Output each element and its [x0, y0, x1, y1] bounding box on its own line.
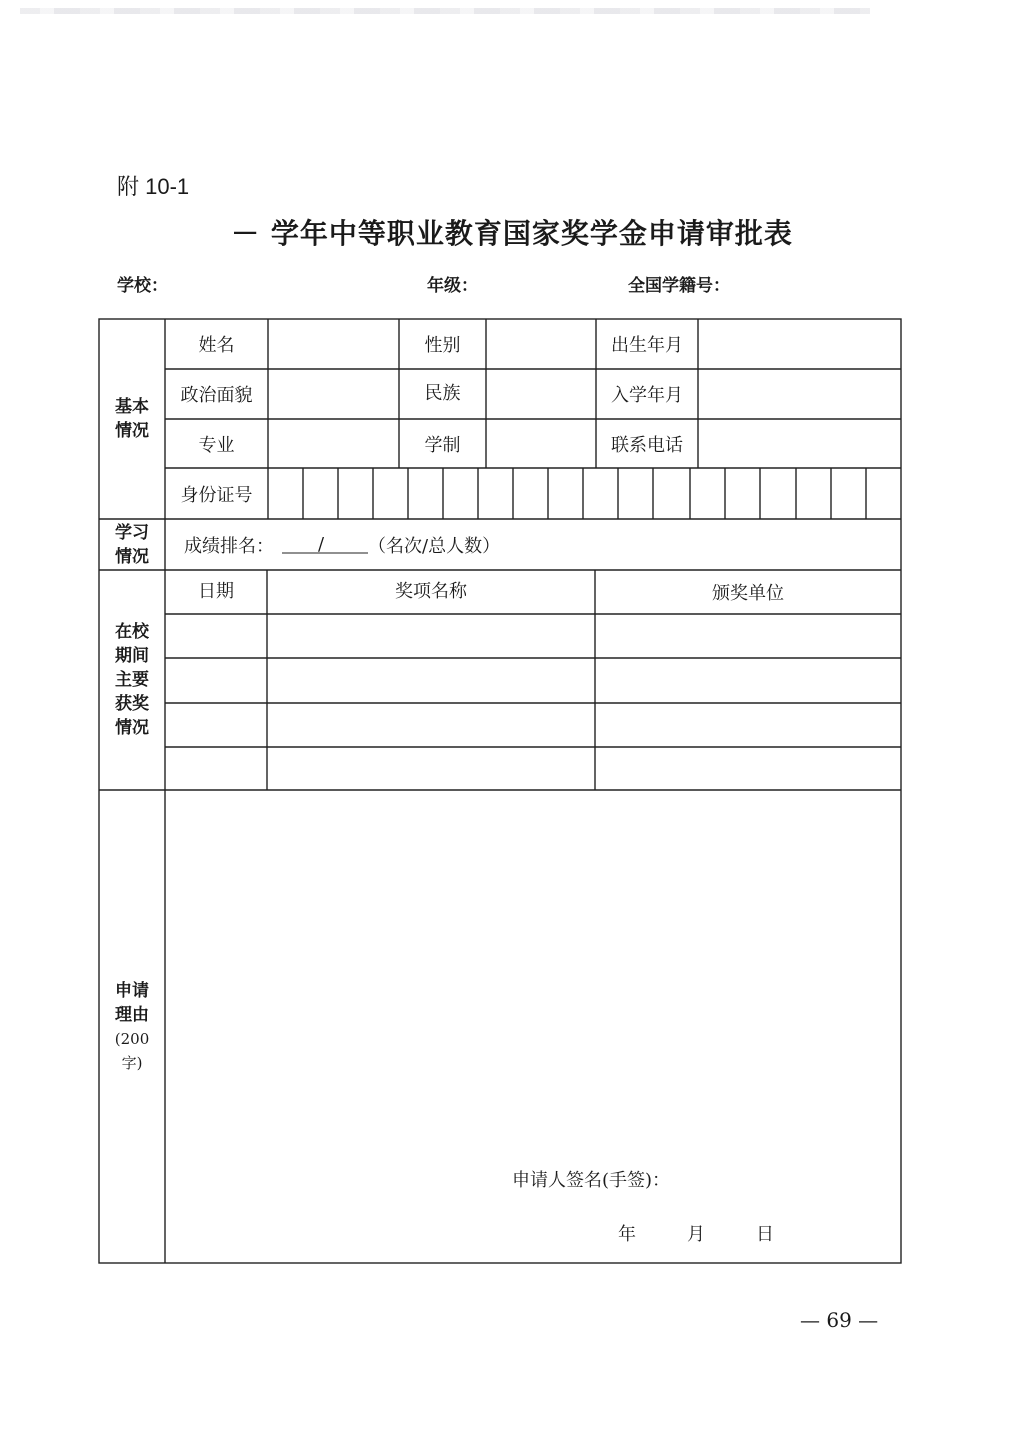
awards-col-date: 日期 [198, 581, 234, 602]
major-input[interactable] [268, 419, 399, 468]
section-study-line1: 学习 [115, 522, 149, 543]
rank-note: （名次/总人数） [368, 535, 501, 557]
enroll-input[interactable] [698, 369, 901, 419]
page-number: — 69 — [800, 1308, 879, 1332]
phone-input[interactable] [698, 419, 901, 468]
label-schooling: 学制 [424, 434, 461, 456]
section-awards-line4: 获奖 [115, 694, 149, 714]
section-awards-line5: 情况 [115, 718, 149, 738]
label-phone: 联系电话 [611, 434, 683, 456]
annex-label: 附 10-1 [117, 174, 190, 199]
awards-col-name: 奖项名称 [395, 581, 467, 602]
section-reason-note2: 字) [121, 1053, 143, 1072]
label-enroll: 入学年月 [611, 385, 683, 406]
rank-label: 成绩排名： [184, 535, 274, 557]
section-awards-line1: 在校 [115, 622, 149, 642]
name-input[interactable] [268, 319, 399, 369]
ethnic-input[interactable] [486, 369, 596, 419]
rank-input[interactable]: / [317, 534, 325, 555]
section-reason-line2: 理由 [115, 1004, 149, 1025]
label-birth: 出生年月 [611, 335, 683, 356]
section-awards [99, 570, 165, 790]
political-input[interactable] [268, 369, 399, 419]
section-study [99, 519, 165, 570]
grade-field-label: 年级： [427, 276, 478, 296]
section-reason [99, 790, 165, 1263]
gender-input[interactable] [486, 319, 596, 369]
section-reason-line1: 申请 [115, 980, 149, 1001]
birth-input[interactable] [698, 319, 901, 369]
label-name: 姓名 [198, 335, 235, 356]
date-day-label: 日 [756, 1224, 774, 1245]
signature-label: 申请人签名(手签)： [512, 1170, 671, 1191]
page-title: － 学年中等职业教育国家奖学金申请审批表 [231, 217, 793, 250]
date-year-label: 年 [618, 1224, 636, 1245]
section-basic-line1: 基本 [115, 397, 149, 417]
awards-col-issuer: 颁奖单位 [712, 583, 784, 604]
section-basic-line2: 情况 [115, 421, 149, 441]
label-gender: 性别 [424, 335, 461, 356]
student-id-field-label: 全国学籍号： [628, 276, 730, 296]
section-reason-note1: (200 [114, 1029, 150, 1048]
label-ethnic: 民族 [424, 383, 461, 404]
schooling-input[interactable] [486, 419, 596, 468]
date-month-label: 月 [687, 1224, 705, 1245]
section-awards-line3: 主要 [115, 670, 149, 690]
rank-row [184, 519, 884, 570]
section-study-line2: 情况 [115, 546, 149, 567]
school-field-label: 学校： [117, 276, 168, 296]
idcard-digit-boxes[interactable] [268, 468, 901, 519]
label-idcard: 身份证号 [180, 484, 253, 506]
section-awards-line2: 期间 [115, 646, 149, 666]
section-basic-info [99, 319, 165, 519]
label-major: 专业 [198, 434, 235, 456]
label-political: 政治面貌 [180, 385, 253, 406]
